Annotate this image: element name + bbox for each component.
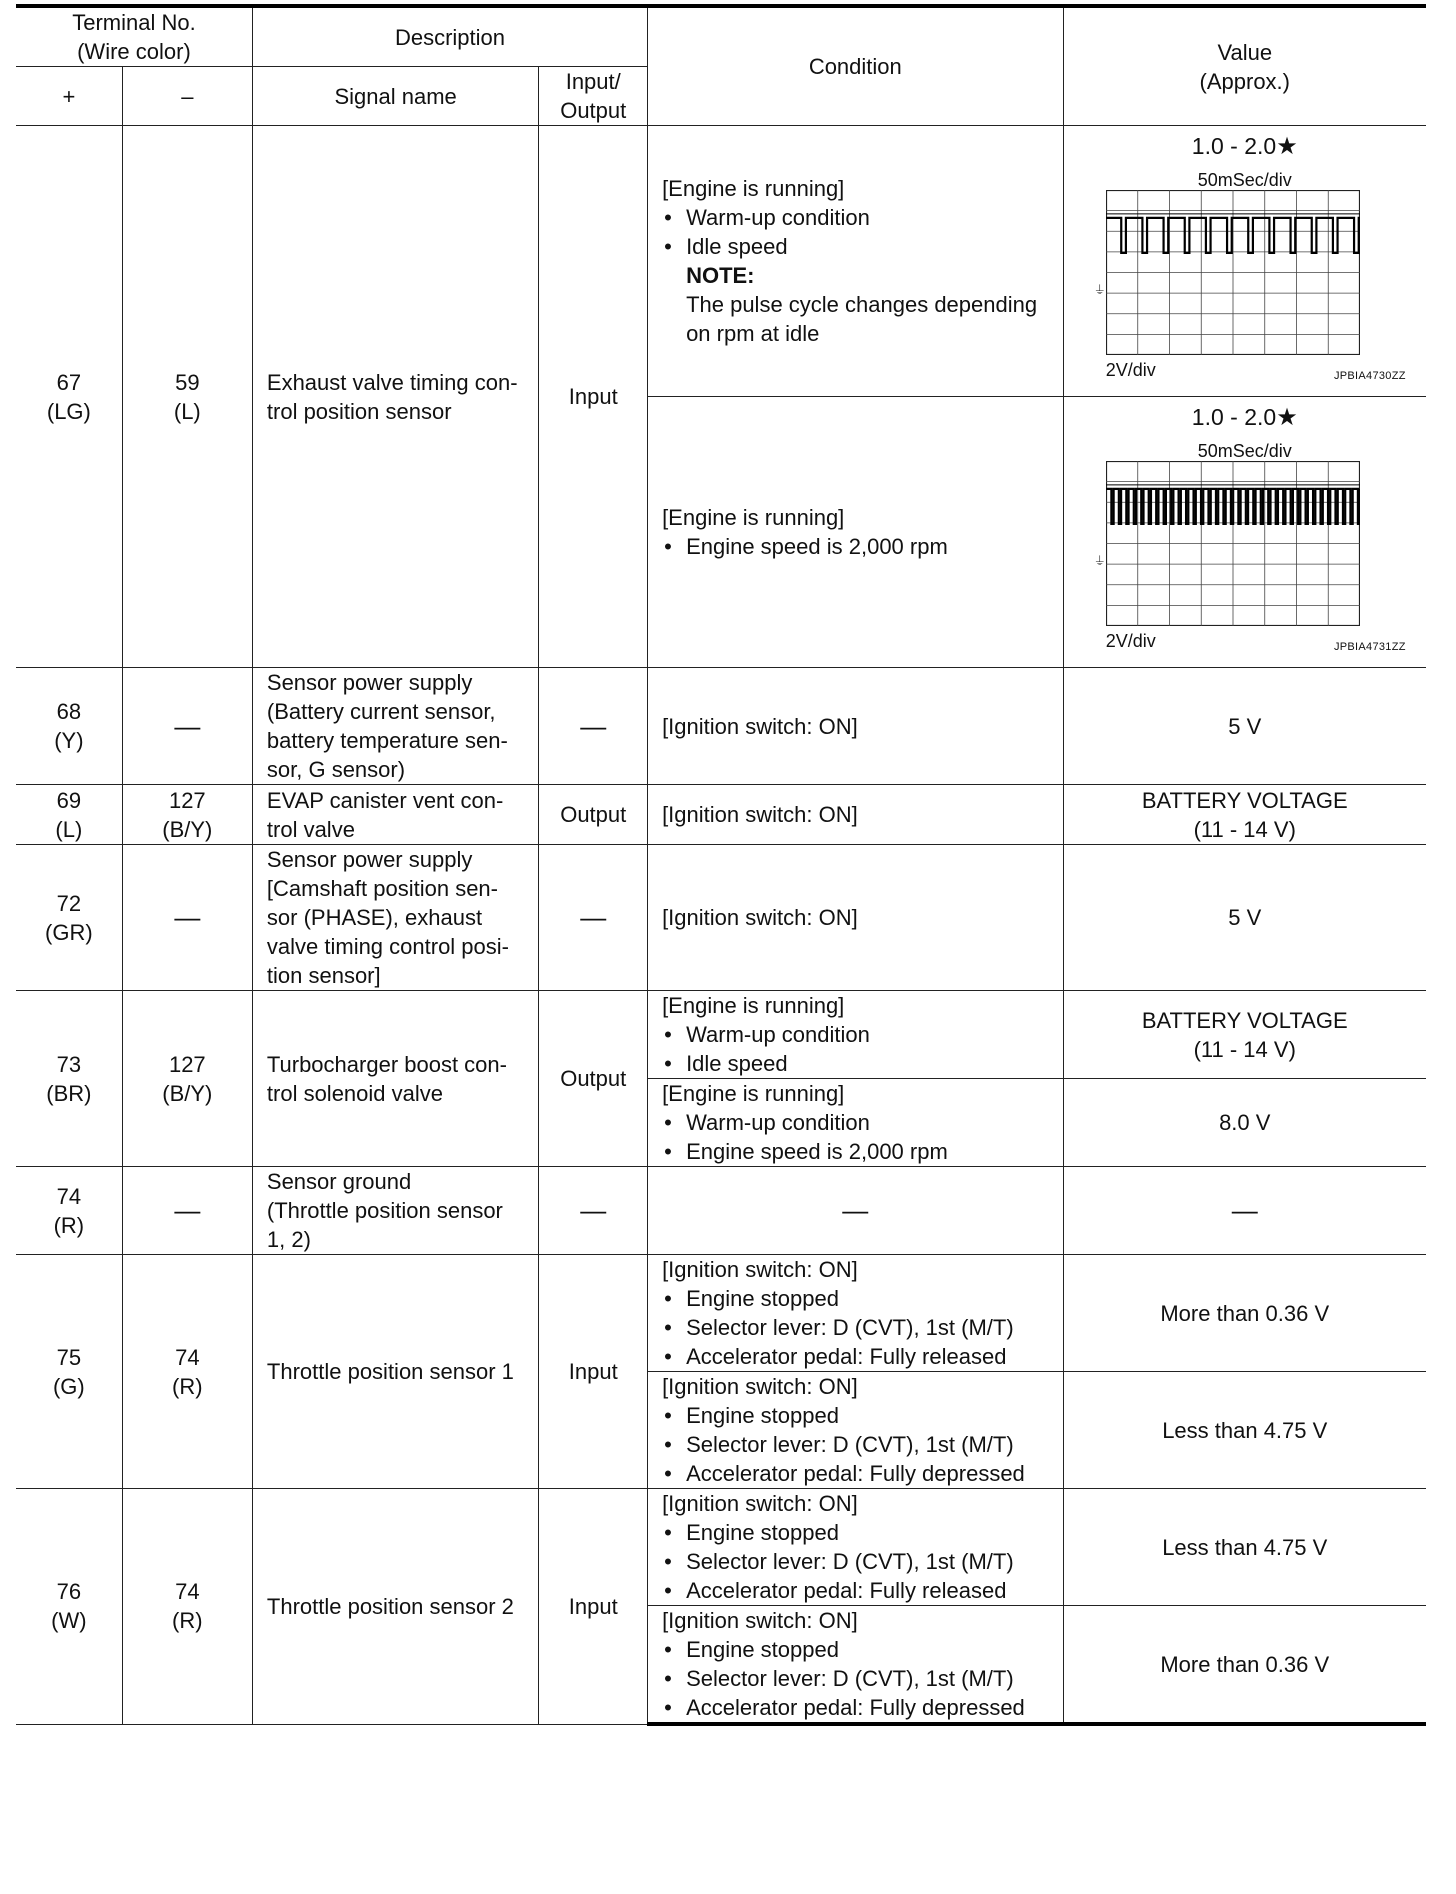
value-cell: More than 0.36 V	[1063, 1255, 1426, 1372]
signal-name	[252, 845, 539, 991]
volt-division-label: 2V/div	[1105, 631, 1156, 651]
terminal-row-76	[16, 1489, 1426, 1606]
io-type: Input	[539, 1255, 648, 1489]
io-header-line1: Input/	[565, 69, 621, 94]
terminal-row-69	[16, 785, 1426, 845]
io-type: Input	[539, 1489, 648, 1725]
value-cell: Less than 4.75 V	[1063, 1489, 1426, 1606]
terminal-no-header	[16, 6, 252, 67]
condition-bullet: • Selector lever: D (CVT), 1st (M/T)	[662, 1430, 1048, 1459]
signal-line: trol valve	[266, 816, 355, 842]
wire-color: (L)	[55, 816, 83, 842]
signal-line: Sensor ground	[266, 1169, 412, 1194]
terminal-row-74	[16, 1167, 1426, 1255]
signal-name: Throttle position sensor 1	[252, 1255, 539, 1489]
wire-color: (R)	[53, 1212, 85, 1238]
terminal-number: 127	[168, 1051, 206, 1077]
signal-line: Sensor power supply	[266, 847, 473, 872]
note-label: NOTE:	[686, 263, 755, 288]
condition-cell	[648, 991, 1063, 1079]
condition-bullet: • Accelerator pedal: Fully released	[662, 1576, 1048, 1605]
signal-name	[252, 1167, 539, 1255]
terminal-number: 76	[56, 1579, 82, 1605]
condition-bullets	[662, 1020, 1048, 1078]
signal-line: trol solenoid valve	[266, 1080, 443, 1106]
signal-line: sor, G sensor)	[266, 757, 406, 782]
condition-cell: —	[648, 1167, 1063, 1255]
condition-cell	[648, 1255, 1063, 1372]
signal-name	[252, 126, 539, 668]
wire-color: (Y)	[54, 728, 84, 753]
terminal-number: 74	[175, 1344, 200, 1370]
approx-label: (Approx.)	[1199, 68, 1290, 94]
condition-bullet: • Idle speed	[662, 1049, 1048, 1078]
condition-bullets	[662, 1108, 1048, 1166]
terminal-number: 72	[56, 890, 82, 916]
terminal-number: 74	[175, 1579, 200, 1605]
signal-line: (Battery current sensor,	[266, 699, 496, 724]
signal-line: Sensor power supply	[266, 670, 473, 695]
wire-color: (B/Y)	[162, 816, 213, 842]
condition-bullet: • Accelerator pedal: Fully depressed	[662, 1459, 1048, 1488]
wire-color: (GR)	[45, 919, 93, 945]
plus-terminal	[16, 1489, 122, 1725]
description-header: Description	[252, 6, 647, 67]
oscilloscope-figure	[1070, 397, 1420, 667]
value-cell: —	[1063, 1167, 1426, 1255]
signal-line: battery temperature sen-	[266, 728, 508, 753]
condition-bullet: • Warm-up condition	[662, 1020, 1048, 1049]
value-cell	[1063, 785, 1426, 845]
terminal-row-75	[16, 1255, 1426, 1372]
plus-terminal	[16, 785, 122, 845]
minus-terminal	[122, 1489, 252, 1725]
signal-line: EVAP canister vent con-	[266, 787, 504, 813]
oscilloscope-waveform	[1106, 461, 1360, 626]
value-line: (11 - 14 V)	[1193, 1036, 1296, 1062]
terminal-row-73	[16, 991, 1426, 1079]
value-line: (11 - 14 V)	[1193, 816, 1296, 842]
condition-heading: [Ignition switch: ON]	[662, 1608, 858, 1633]
terminal-number: 68	[56, 699, 82, 724]
note-text: on rpm at idle	[686, 321, 820, 346]
value-label: Value	[1217, 39, 1273, 65]
time-division-label: 50mSec/div	[1197, 170, 1292, 190]
terminal-number: 59	[175, 369, 200, 395]
condition-bullets	[662, 1518, 1048, 1605]
signal-line: sor (PHASE), exhaust	[266, 905, 483, 930]
signal-name-header: Signal name	[252, 67, 539, 126]
signal-name	[252, 785, 539, 845]
condition-cell	[648, 1606, 1063, 1725]
condition-cell	[648, 1372, 1063, 1489]
minus-terminal	[122, 991, 252, 1167]
signal-line: tion sensor]	[266, 963, 381, 988]
terminal-row-67	[16, 126, 1426, 397]
value-range-text: 1.0 - 2.0	[1191, 133, 1277, 159]
value-cell: Less than 4.75 V	[1063, 1372, 1426, 1489]
condition-bullets	[662, 532, 1048, 561]
value-header	[1063, 6, 1426, 126]
minus-terminal: —	[122, 668, 252, 785]
condition-cell	[648, 397, 1063, 668]
value-cell: More than 0.36 V	[1063, 1606, 1426, 1725]
minus-terminal-header: –	[122, 67, 252, 126]
terminal-number: 67	[56, 369, 82, 395]
io-header	[539, 67, 648, 126]
plus-terminal	[16, 1167, 122, 1255]
io-header-line2: Output	[560, 98, 627, 123]
condition-bullet: • Engine stopped	[662, 1635, 1048, 1664]
wire-color: (R)	[172, 1608, 203, 1634]
condition-bullet: • Engine speed is 2,000 rpm	[662, 532, 1048, 561]
note-block	[662, 261, 1048, 348]
minus-terminal: —	[122, 845, 252, 991]
condition-cell: [Ignition switch: ON]	[648, 845, 1063, 991]
condition-bullet: • Idle speed	[662, 232, 1048, 261]
plus-terminal	[16, 845, 122, 991]
header-row-1	[16, 6, 1426, 67]
minus-terminal	[122, 126, 252, 668]
minus-terminal: —	[122, 1167, 252, 1255]
terminal-number: 75	[56, 1344, 82, 1370]
io-type: Output	[539, 785, 648, 845]
condition-cell	[648, 1079, 1063, 1167]
condition-bullet: • Accelerator pedal: Fully depressed	[662, 1693, 1048, 1722]
signal-line: (Throttle position sensor	[266, 1198, 503, 1223]
signal-line: 1, 2)	[266, 1227, 311, 1252]
wire-color: (G)	[52, 1373, 85, 1399]
minus-terminal	[122, 1255, 252, 1489]
oscilloscope-figure	[1070, 126, 1420, 396]
terminal-row-68	[16, 668, 1426, 785]
signal-line: Turbocharger boost con-	[266, 1051, 507, 1077]
condition-bullet: • Engine stopped	[662, 1518, 1048, 1547]
value-cell	[1063, 991, 1426, 1079]
value-range-text: 1.0 - 2.0	[1191, 404, 1277, 430]
star-icon: ★	[1276, 133, 1298, 160]
wire-color-label: (Wire color)	[77, 39, 191, 64]
condition-bullet: • Engine speed is 2,000 rpm	[662, 1137, 1048, 1166]
terminal-number: 74	[56, 1183, 82, 1209]
value-cell	[1063, 397, 1426, 668]
io-type: —	[539, 845, 648, 991]
condition-heading: [Ignition switch: ON]	[662, 1491, 858, 1516]
signal-name	[252, 668, 539, 785]
condition-bullet: • Selector lever: D (CVT), 1st (M/T)	[662, 1664, 1048, 1693]
plus-terminal-header: +	[16, 67, 122, 126]
value-cell: 5 V	[1063, 845, 1426, 991]
signal-name: Throttle position sensor 2	[252, 1489, 539, 1725]
terminal-row-72	[16, 845, 1426, 991]
condition-bullets	[662, 1284, 1048, 1371]
signal-line: Exhaust valve timing con-	[266, 369, 518, 395]
condition-cell	[648, 126, 1063, 397]
condition-heading: [Ignition switch: ON]	[662, 1374, 858, 1399]
io-type: —	[539, 1167, 648, 1255]
wire-color: (L)	[173, 398, 201, 424]
wire-color: (B/Y)	[162, 1080, 213, 1106]
minus-terminal	[122, 785, 252, 845]
condition-heading: [Engine is running]	[662, 176, 845, 201]
condition-bullet: • Accelerator pedal: Fully released	[662, 1342, 1048, 1371]
value-range	[1070, 132, 1420, 161]
figure-code: JPBIA4730ZZ	[1333, 370, 1406, 382]
figure-code: JPBIA4731ZZ	[1333, 641, 1406, 653]
volt-division-label: 2V/div	[1105, 360, 1156, 380]
star-icon: ★	[1276, 404, 1298, 431]
note-text: The pulse cycle changes depending	[686, 292, 1038, 317]
condition-bullet: • Warm-up condition	[662, 1108, 1048, 1137]
condition-cell: [Ignition switch: ON]	[648, 785, 1063, 845]
wire-color: (W)	[51, 1608, 87, 1634]
io-type: —	[539, 668, 648, 785]
value-range	[1070, 403, 1420, 432]
condition-bullet: • Selector lever: D (CVT), 1st (M/T)	[662, 1313, 1048, 1342]
condition-heading: [Engine is running]	[662, 505, 845, 530]
condition-heading: [Engine is running]	[662, 1081, 845, 1106]
plus-terminal	[16, 991, 122, 1167]
ground-icon: ⏚	[1093, 554, 1106, 568]
condition-bullets	[662, 1401, 1048, 1488]
value-cell: 5 V	[1063, 668, 1426, 785]
condition-heading: [Engine is running]	[662, 993, 845, 1018]
plus-terminal	[16, 668, 122, 785]
condition-header: Condition	[648, 6, 1063, 126]
plus-terminal	[16, 126, 122, 668]
terminal-number: 127	[168, 787, 206, 813]
signal-line: valve timing control posi-	[266, 934, 509, 959]
condition-cell	[648, 1489, 1063, 1606]
io-type: Input	[539, 126, 648, 668]
condition-bullet: • Engine stopped	[662, 1284, 1048, 1313]
wire-color: (R)	[172, 1373, 203, 1399]
condition-bullet: • Warm-up condition	[662, 203, 1048, 232]
value-cell	[1063, 126, 1426, 397]
signal-line: trol position sensor	[266, 398, 452, 424]
ecm-terminal-table-page	[16, 4, 1426, 1880]
condition-bullet: • Engine stopped	[662, 1401, 1048, 1430]
wire-color: (LG)	[46, 398, 91, 424]
time-division-label: 50mSec/div	[1197, 441, 1292, 461]
oscilloscope-waveform	[1106, 190, 1360, 355]
terminal-number: 69	[56, 787, 82, 813]
condition-bullets	[662, 203, 1048, 261]
condition-bullets	[662, 1635, 1048, 1722]
terminal-spec-table	[16, 4, 1426, 1726]
signal-name	[252, 991, 539, 1167]
value-line: BATTERY VOLTAGE	[1141, 787, 1348, 813]
condition-bullet: • Selector lever: D (CVT), 1st (M/T)	[662, 1547, 1048, 1576]
terminal-number: 73	[56, 1051, 82, 1077]
condition-heading: [Ignition switch: ON]	[662, 1257, 858, 1282]
io-type: Output	[539, 991, 648, 1167]
wire-color: (BR)	[46, 1080, 92, 1106]
signal-line: [Camshaft position sen-	[266, 876, 498, 901]
terminal-no-label: Terminal No.	[72, 10, 196, 35]
value-line: BATTERY VOLTAGE	[1141, 1007, 1348, 1033]
condition-cell: [Ignition switch: ON]	[648, 668, 1063, 785]
waveform-trace	[1106, 489, 1360, 524]
ground-icon: ⏚	[1093, 283, 1106, 297]
plus-terminal	[16, 1255, 122, 1489]
value-cell: 8.0 V	[1063, 1079, 1426, 1167]
